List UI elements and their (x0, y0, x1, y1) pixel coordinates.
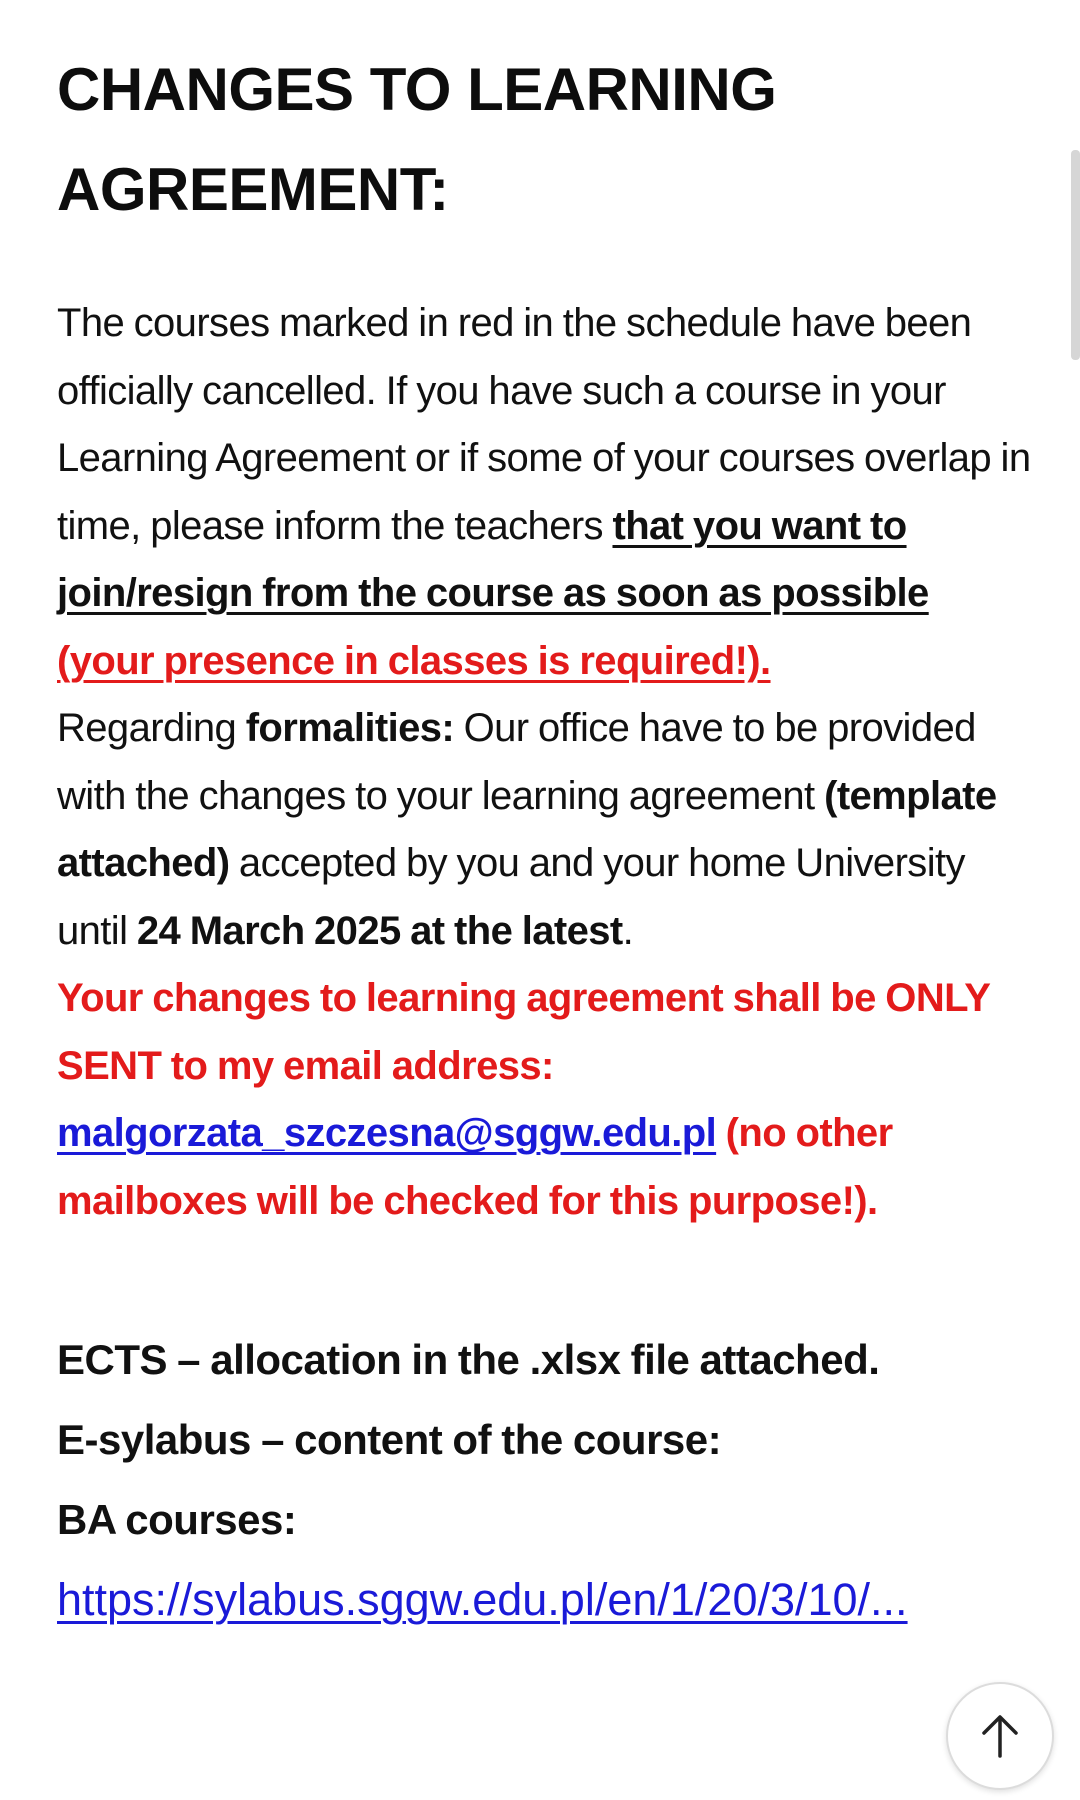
template-attached-text: (template attached) (57, 773, 997, 885)
article-content (57, 40, 1032, 1640)
spacer (57, 1235, 1032, 1320)
ects-line: ECTS – allocation in the .xlsx file attached. (57, 1336, 880, 1383)
intro-required-text: (your presence in classes is required!). (57, 638, 771, 683)
notice-paragraph (57, 965, 1032, 1235)
notice-text: Your changes to learning agreement shall be ONLY SENT to my email address: (57, 976, 990, 1088)
formalities-text-2: accepted by you and your home University until (57, 841, 965, 953)
ba-courses-link[interactable]: https://sylabus.sggw.edu.pl/en/1/20/3/10/... (57, 1574, 908, 1625)
ba-courses-url-line (57, 1560, 1032, 1640)
ba-courses-label: BA courses: (57, 1496, 297, 1543)
formalities-prefix: Regarding (57, 706, 246, 750)
deadline-text: 24 March 2025 at the latest (136, 908, 623, 953)
intro-paragraph (57, 290, 1032, 695)
email-link[interactable]: malgorzata_szczesna@sggw.edu.pl (57, 1111, 717, 1155)
formalities-suffix: . (622, 908, 634, 953)
esylabus-line: E-sylabus – content of the course: (57, 1416, 722, 1463)
formalities-text-1: Our office have to be provided with the changes to your learning agreement (57, 706, 976, 818)
formalities-paragraph (57, 695, 1032, 965)
arrow-up-icon (978, 1712, 1022, 1760)
notice-note: (no other mailboxes will be checked for this purpose!). (57, 1111, 893, 1223)
back-to-top-button[interactable] (946, 1682, 1054, 1790)
formalities-label: formalities: (245, 706, 455, 750)
intro-text: The courses marked in red in the schedule have been officially cancelled. If you have such a course in your Learning Agreement or if some of your courses overlap in time, please inform the teachers (57, 301, 1031, 548)
intro-underlined-text: that you want to join/resign from the course as soon as possible (57, 503, 929, 615)
scrollbar-thumb[interactable] (1071, 150, 1080, 360)
page-title: CHANGES TO LEARNING AGREEMENT: (57, 56, 777, 223)
